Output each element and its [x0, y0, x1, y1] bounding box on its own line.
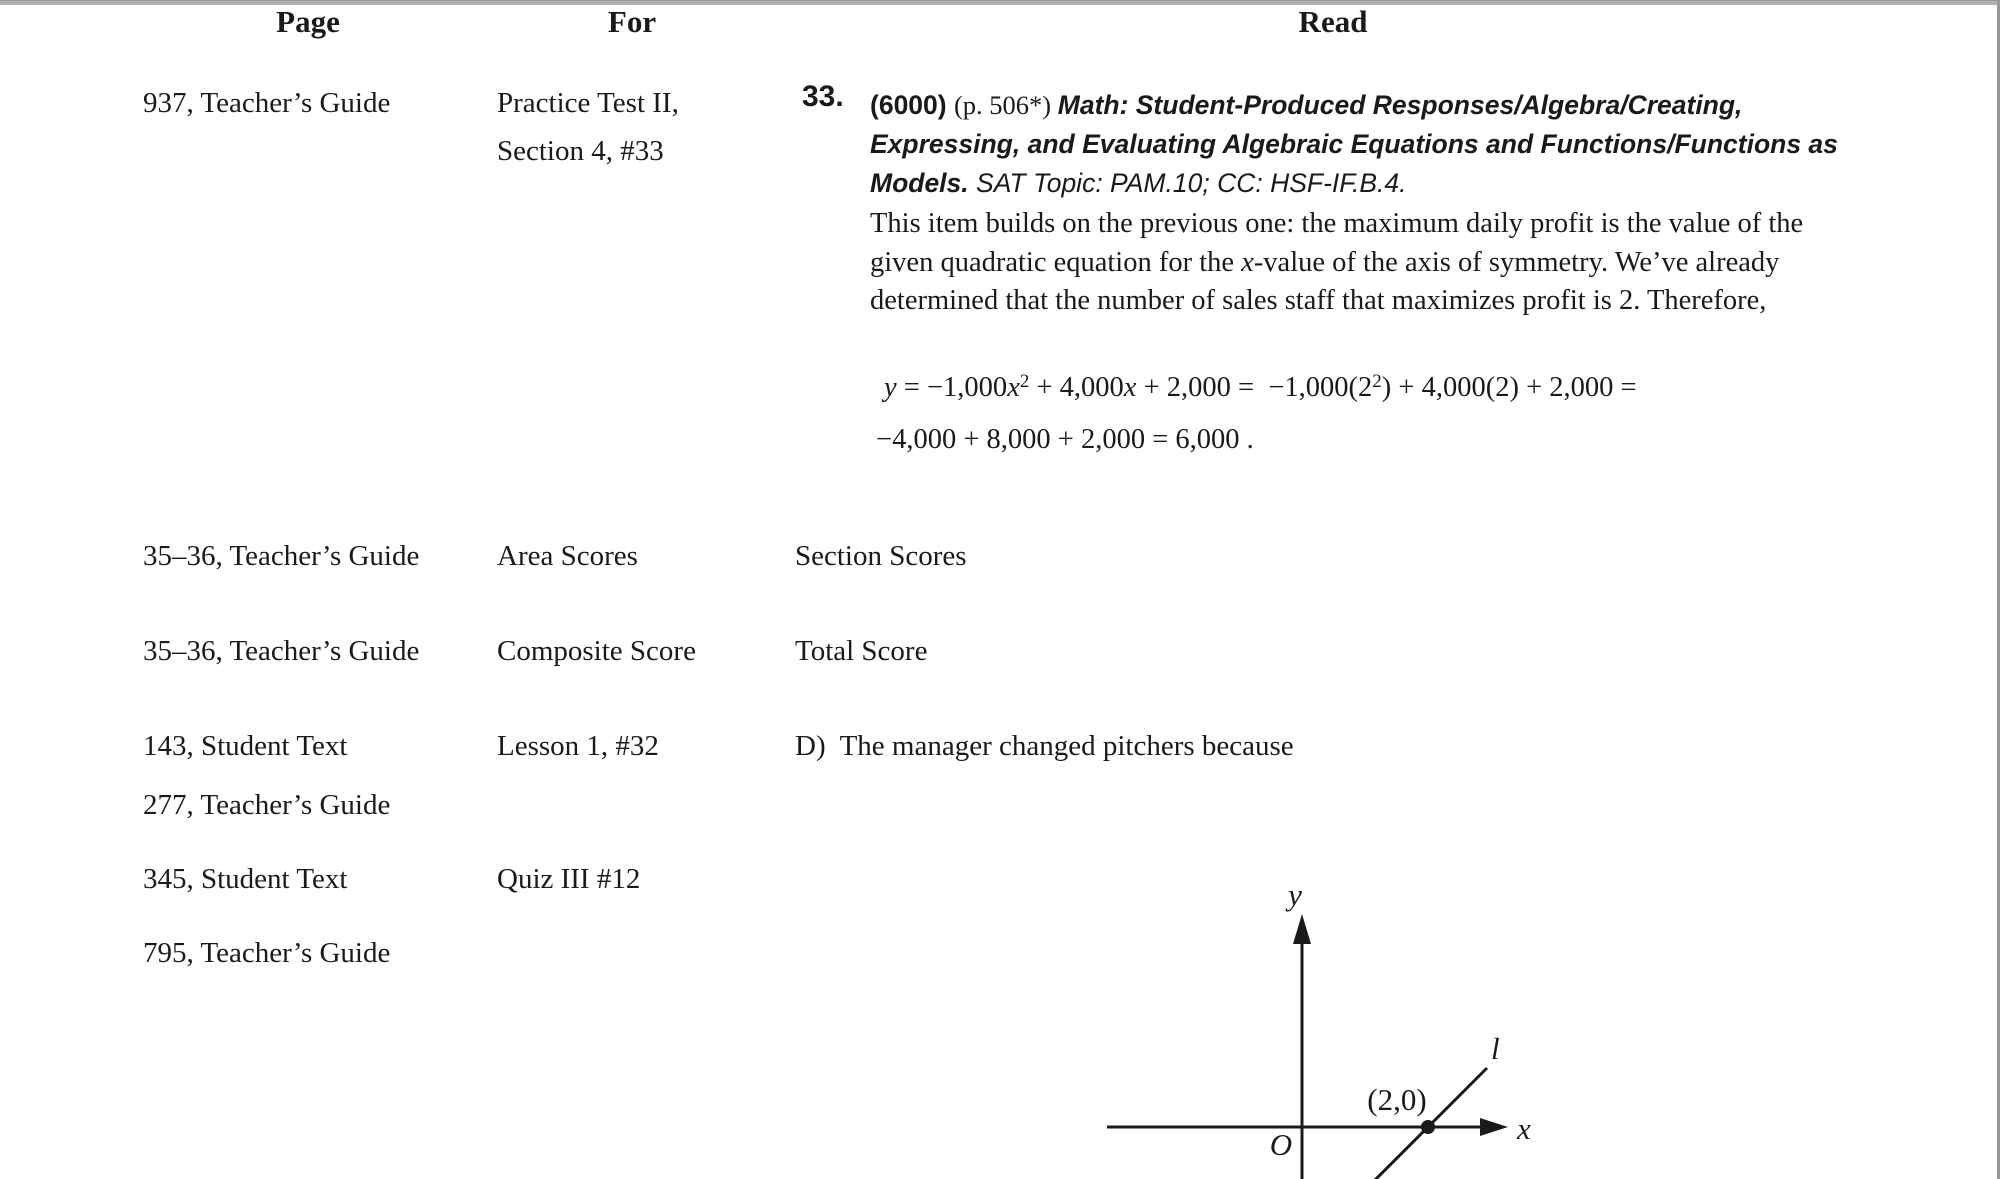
coordinate-graph: [1060, 858, 1600, 1179]
point-coordinates-label: (2,0): [1367, 1082, 1427, 1117]
entry4-page-ref-line2: 277, Teacher’s Guide: [143, 789, 391, 821]
text-segment: (6000): [870, 90, 954, 120]
column-header-for: For: [607, 4, 657, 39]
text-segment: + 4,000: [1029, 372, 1124, 403]
text-segment: = −1,000: [896, 372, 1008, 403]
entry3-page-ref: 35–36, Teacher’s Guide: [143, 635, 420, 667]
text-segment: This item builds on the previous one: the maximum daily profit is the value of the given quadratic equation for the: [870, 208, 1804, 278]
entry1-for-line1: Practice Test II,: [497, 87, 679, 119]
entry3-for: Composite Score: [497, 635, 696, 667]
x-axis-label: x: [1517, 1111, 1531, 1146]
point-marker: [1421, 1120, 1435, 1134]
text-segment: -value of the axis of symmetry. We’ve already determined that the number of sales staff that maximizes profit is 2. Therefore,: [870, 246, 1780, 316]
text-segment: Math: Student-Produced Responses/Algebra/Creating, Expressing, and Evaluating Algebraic Equations and Functions/Functions as Models.: [870, 90, 1838, 198]
entry2-for: Area Scores: [497, 540, 638, 572]
entry1-for-line2: Section 4, #33: [497, 135, 664, 167]
text-segment: 2: [1372, 370, 1382, 392]
y-axis-arrowhead: [1293, 914, 1311, 944]
entry2-read: Section Scores: [795, 540, 967, 572]
entry1-equation-line1: [884, 372, 1637, 404]
entry5-page-ref-line2: 795, Teacher’s Guide: [143, 937, 391, 969]
entry4-page-ref-line1: 143, Student Text: [143, 730, 348, 762]
text-segment: + 2,000 = −1,000(2: [1136, 372, 1373, 403]
line-l-label: l: [1491, 1031, 1500, 1066]
text-segment: x: [1123, 372, 1137, 403]
entry2-page-ref: 35–36, Teacher’s Guide: [143, 540, 420, 572]
entry5-for: Quiz III #12: [497, 863, 641, 895]
entry1-equation-line2: −4,000 + 8,000 + 2,000 = 6,000 .: [876, 424, 1254, 455]
entry5-page-ref-line1: 345, Student Text: [143, 863, 348, 895]
entry4-for: Lesson 1, #32: [497, 730, 659, 762]
text-segment: (p. 506*): [953, 90, 1058, 120]
text-segment: y: [884, 372, 897, 403]
entry1-read-body: [870, 205, 1855, 321]
text-segment: x: [1007, 372, 1020, 403]
origin-label: O: [1269, 1127, 1293, 1162]
text-segment: ) + 4,000(2) + 2,000 =: [1381, 372, 1637, 403]
entry4-read: D) The manager changed pitchers because: [795, 730, 1294, 762]
entry1-page-ref: 937, Teacher’s Guide: [143, 87, 391, 119]
entry1-item-number: 33.: [802, 80, 844, 113]
entry3-read: Total Score: [795, 635, 928, 667]
text-segment: 2: [1019, 370, 1030, 392]
x-axis-arrowhead: [1480, 1118, 1508, 1136]
text-segment: x: [1241, 246, 1254, 278]
column-header-page: Page: [276, 4, 340, 39]
column-header-read: Read: [1298, 4, 1368, 39]
entry1-read-heading: [870, 86, 1845, 203]
text-segment: SAT Topic: PAM.10; CC: HSF-IF.B.4.: [976, 168, 1407, 198]
y-axis-label: y: [1288, 877, 1302, 912]
